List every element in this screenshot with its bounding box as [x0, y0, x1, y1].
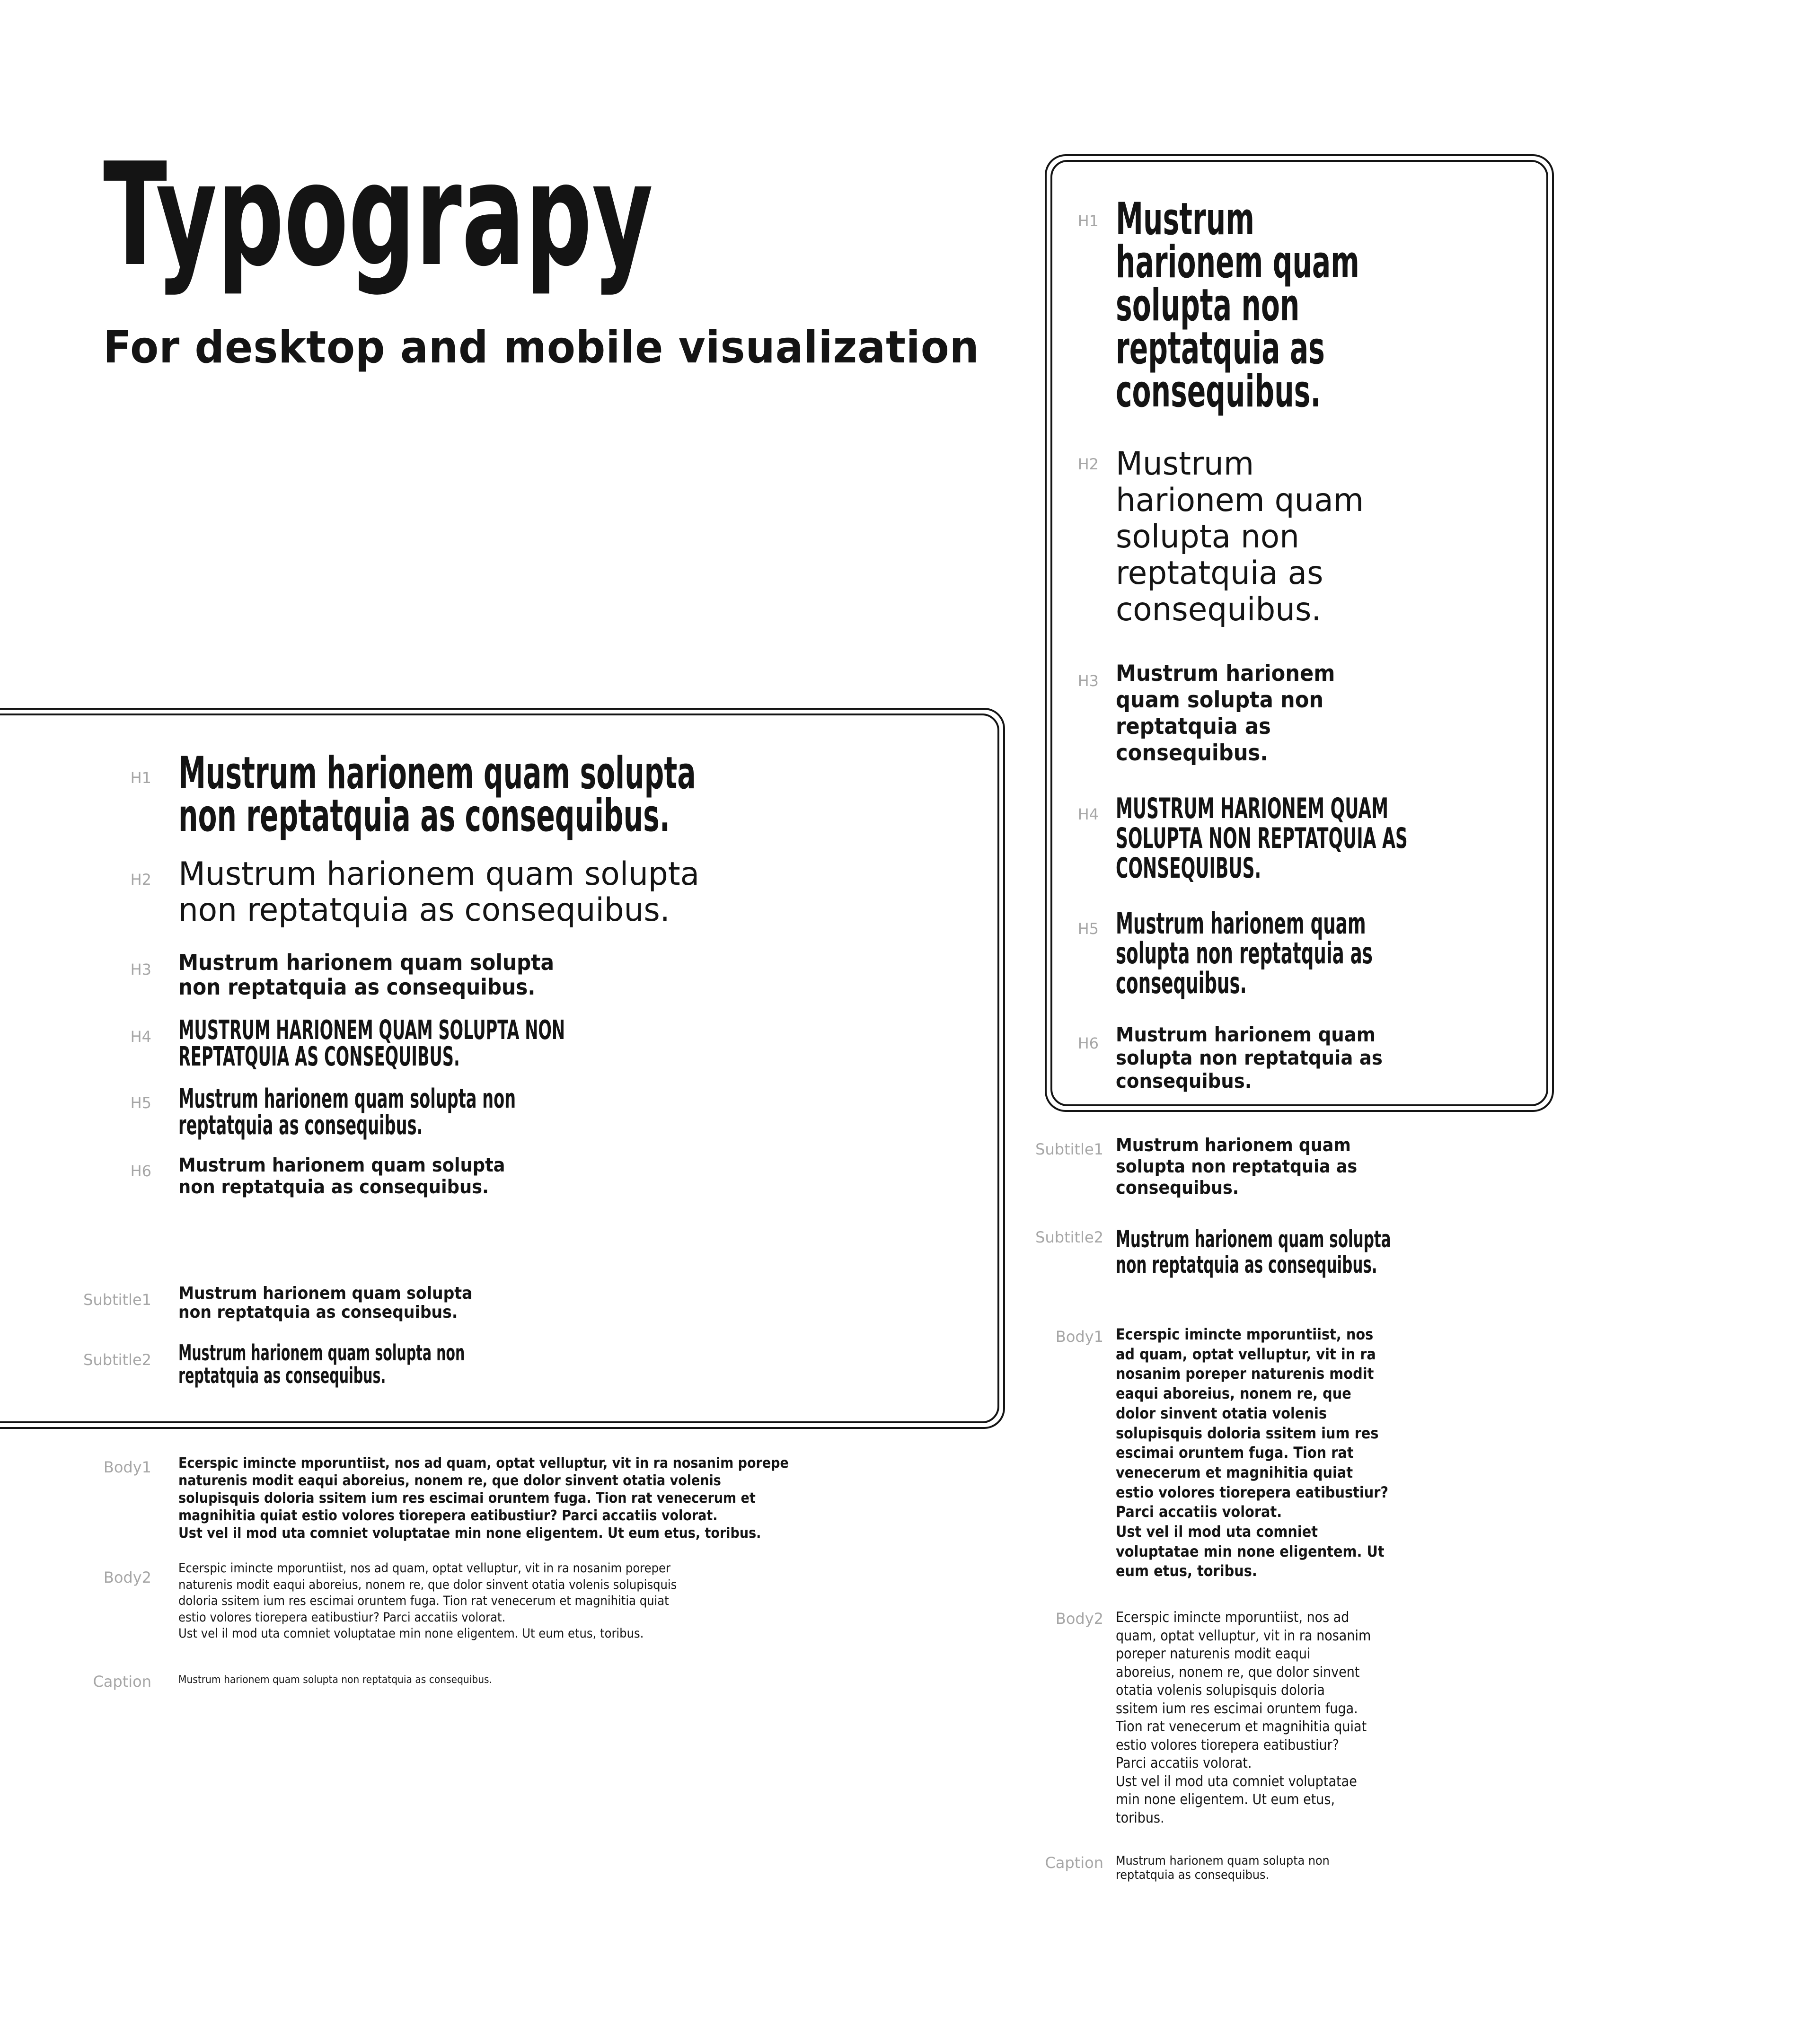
desktop-h5-line: reptatquia as consequibus.: [178, 1110, 423, 1141]
mobile-body1-line: solupisquis doloria ssitem ium res: [1116, 1424, 1379, 1442]
desktop-body1-line: Ecerspic imincte mporuntiist, nos ad quam, optat velluptur, vit in ra nosanim porepe: [178, 1455, 789, 1471]
mobile-subtitle1-label: Subtitle1: [1035, 1140, 1103, 1158]
mobile-h6-text: [1116, 1023, 1383, 1092]
mobile-h2-line: reptatquia as: [1116, 555, 1323, 592]
desktop-body2-line: naturenis modit eaqui aboreius, nonem re, que dolor sinvent otatia volenis solupisquis: [178, 1577, 677, 1592]
mobile-h4-line: SOLUPTA NON REPTATQUIA AS: [1116, 822, 1408, 855]
mobile-h3-line: quam solupta non: [1116, 687, 1324, 713]
mobile-body1-line: eaqui aboreius, nonem re, que: [1116, 1384, 1351, 1403]
desktop-h6-line: Mustrum harionem quam solupta: [178, 1154, 505, 1176]
mobile-h3-line: reptatquia as: [1116, 714, 1271, 740]
desktop-subtitle2-line: Mustrum harionem quam solupta non: [178, 1340, 465, 1366]
mobile-subtitle1-line: consequibus.: [1116, 1177, 1239, 1198]
mobile-h1-line: Mustrum: [1116, 194, 1254, 245]
mobile-caption-line: Mustrum harionem quam solupta non: [1116, 1854, 1330, 1868]
mobile-h6-line: Mustrum harionem quam: [1116, 1023, 1376, 1046]
desktop-h4-label: H4: [130, 1028, 151, 1046]
page-subtitle: For desktop and mobile visualization: [103, 322, 979, 373]
mobile-body1-line: dolor sinvent otatia volenis: [1116, 1404, 1327, 1422]
mobile-h3-label: H3: [1077, 672, 1099, 690]
desktop-h4-line: MUSTRUM HARIONEM QUAM SOLUPTA NON: [178, 1015, 565, 1046]
desktop-h2-label: H2: [130, 871, 151, 889]
mobile-h6-line: solupta non reptatquia as: [1116, 1046, 1383, 1069]
desktop-h1-line: non reptatquia as consequibus.: [178, 790, 670, 842]
desktop-h5-line: Mustrum harionem quam solupta non: [178, 1084, 516, 1114]
desktop-body1-line: Ust vel il mod uta comniet voluptatae min none eligentem. Ut eum etus, toribus.: [178, 1525, 761, 1542]
desktop-h2-line: Mustrum harionem quam solupta: [178, 855, 700, 893]
desktop-subtitle2-text: [178, 1341, 465, 1387]
mobile-h6-label: H6: [1077, 1034, 1099, 1052]
mobile-h6-line: consequibus.: [1116, 1069, 1252, 1092]
mobile-body2-line: quam, optat velluptur, vit in ra nosanim: [1116, 1627, 1371, 1644]
mobile-h1-line: harionem quam: [1116, 237, 1359, 288]
desktop-h5-label: H5: [130, 1094, 151, 1112]
mobile-h2-line: harionem quam: [1116, 482, 1364, 519]
mobile-body1-line: venecerum et magnihitia quiat: [1116, 1463, 1353, 1481]
mobile-h5-line: solupta non reptatquia as: [1116, 936, 1373, 970]
mobile-body1-line: eum etus, toribus.: [1116, 1562, 1257, 1580]
mobile-body1-line: voluptatae min none eligentem. Ut: [1116, 1542, 1385, 1560]
desktop-h3-line: Mustrum harionem quam solupta: [178, 950, 555, 975]
desktop-subtitle2-line: reptatquia as consequibus.: [178, 1363, 386, 1388]
page-title: Typograpy: [103, 132, 653, 298]
desktop-body1-line: naturenis modit eaqui aboreius, nonem re, que dolor sinvent otatia volenis: [178, 1472, 721, 1489]
desktop-body2-line: Ecerspic imincte mporuntiist, nos ad quam, optat velluptur, vit in ra nosanim poreper: [178, 1561, 670, 1576]
mobile-h3-line: consequibus.: [1116, 740, 1268, 766]
mobile-h2-label: H2: [1077, 455, 1099, 473]
mobile-body1-line: nosanim poreper naturenis modit: [1116, 1365, 1374, 1383]
desktop-h6-label: H6: [130, 1162, 151, 1180]
mobile-body2-line: otatia volenis solupisquis doloria: [1116, 1682, 1325, 1699]
desktop-body2-label: Body2: [103, 1568, 151, 1586]
desktop-h5-text: [178, 1086, 516, 1139]
mobile-subtitle1-line: Mustrum harionem quam: [1116, 1135, 1351, 1155]
mobile-h4-label: H4: [1077, 805, 1099, 823]
mobile-h1-line: reptatquia as: [1116, 323, 1325, 374]
mobile-h4-line: MUSTRUM HARIONEM QUAM: [1116, 792, 1389, 825]
mobile-h4-line: CONSEQUIBUS.: [1116, 852, 1261, 885]
mobile-h4-text: [1116, 794, 1408, 883]
mobile-body1-line: Ust vel il mod uta comniet: [1116, 1523, 1318, 1541]
mobile-h3-text: [1116, 661, 1335, 766]
desktop-h1-line: Mustrum harionem quam solupta: [178, 748, 696, 799]
mobile-body2-line: Ust vel il mod uta comniet voluptatae: [1116, 1773, 1357, 1790]
mobile-caption-line: reptatquia as consequibus.: [1116, 1868, 1270, 1882]
mobile-body2-line: min none eligentem. Ut eum etus,: [1116, 1791, 1335, 1808]
mobile-h2-text: [1116, 446, 1364, 628]
mobile-body2-line: toribus.: [1116, 1809, 1164, 1826]
desktop-h4-line: REPTATQUIA AS CONSEQUIBUS.: [178, 1041, 460, 1072]
desktop-h6-line: non reptatquia as consequibus.: [178, 1176, 489, 1198]
mobile-h1-text: [1116, 194, 1359, 417]
desktop-body2-text: [178, 1560, 677, 1642]
mobile-subtitle1-line: solupta non reptatquia as: [1116, 1156, 1358, 1177]
desktop-subtitle1-label: Subtitle1: [83, 1291, 151, 1309]
mobile-body2-line: ssitem ium res escimai oruntem fuga.: [1116, 1700, 1358, 1717]
desktop-h2-line: non reptatquia as consequibus.: [178, 891, 670, 929]
mobile-h5-label: H5: [1077, 920, 1099, 938]
mobile-body1-line: ad quam, optat velluptur, vit in ra: [1116, 1345, 1376, 1363]
desktop-h4-text: [178, 1017, 565, 1070]
mobile-body2-line: aboreius, nonem re, que dolor sinvent: [1116, 1664, 1360, 1681]
mobile-body1-label: Body1: [1055, 1328, 1103, 1346]
mobile-body1-line: Ecerspic imincte mporuntiist, nos: [1116, 1325, 1374, 1343]
desktop-h1-label: H1: [130, 769, 151, 787]
desktop-h3-text: [178, 950, 554, 999]
desktop-body1-line: magnihitia quiat estio volores tiorepera eatibustiur? Parci accatiis volorat.: [178, 1507, 718, 1524]
mobile-caption-text: [1116, 1854, 1330, 1882]
desktop-subtitle1-line: non reptatquia as consequibus.: [178, 1303, 458, 1322]
mobile-subtitle1-text: [1116, 1135, 1357, 1198]
mobile-body2-line: estio volores tiorepera eatibustiur?: [1116, 1736, 1340, 1753]
mobile-subtitle2-line: non reptatquia as consequibus.: [1116, 1251, 1377, 1278]
mobile-h1-line: solupta non: [1116, 280, 1300, 331]
mobile-h1-line: consequibus.: [1116, 366, 1321, 417]
mobile-h1-label: H1: [1077, 212, 1099, 230]
desktop-h6-text: [178, 1154, 505, 1198]
desktop-subtitle1-text: [178, 1284, 472, 1322]
desktop-subtitle2-label: Subtitle2: [83, 1351, 151, 1369]
mobile-body2-line: poreper naturenis modit eaqui: [1116, 1646, 1311, 1662]
desktop-body1-label: Body1: [103, 1458, 151, 1476]
mobile-body2-line: Tion rat venecerum et magnihitia quiat: [1116, 1718, 1367, 1735]
mobile-body2-text: [1116, 1609, 1371, 1827]
mobile-h2-line: solupta non: [1116, 518, 1299, 555]
desktop-body2-line: estio volores tiorepera eatibustiur? Parci accatiis volorat.: [178, 1610, 506, 1625]
desktop-body2-line: doloria ssitem ium res escimai oruntem fuga. Tion rat venecerum et magnihitia quiat: [178, 1594, 669, 1608]
mobile-h5-line: consequibus.: [1116, 966, 1247, 1000]
mobile-subtitle2-text: [1116, 1226, 1391, 1278]
desktop-caption-line: Mustrum harionem quam solupta non reptatquia as consequibus.: [178, 1674, 493, 1686]
mobile-body2-line: Ecerspic imincte mporuntiist, nos ad: [1116, 1609, 1350, 1626]
mobile-h5-text: [1116, 908, 1373, 998]
mobile-body2-line: Parci accatiis volorat.: [1116, 1755, 1252, 1771]
desktop-body2-line: Ust vel il mod uta comniet voluptatae min none eligentem. Ut eum etus, toribus.: [178, 1626, 644, 1641]
mobile-subtitle2-line: Mustrum harionem quam solupta: [1116, 1225, 1391, 1253]
mobile-subtitle2-label: Subtitle2: [1035, 1228, 1103, 1246]
mobile-body1-line: estio volores tiorepera eatibustiur?: [1116, 1483, 1389, 1501]
desktop-caption-label: Caption: [93, 1673, 151, 1691]
desktop-h2-text: [178, 856, 699, 928]
mobile-body1-line: escimai oruntem fuga. Tion rat: [1116, 1444, 1354, 1462]
desktop-body1-text: [178, 1454, 789, 1542]
desktop-h1-text: [178, 748, 696, 842]
desktop-subtitle1-line: Mustrum harionem quam solupta: [178, 1284, 473, 1303]
mobile-h2-line: consequibus.: [1116, 591, 1322, 628]
desktop-h3-label: H3: [130, 960, 151, 978]
mobile-body1-line: Parci accatiis volorat.: [1116, 1503, 1282, 1521]
mobile-body2-label: Body2: [1055, 1610, 1103, 1628]
mobile-body1-text: [1116, 1325, 1388, 1581]
desktop-h3-line: non reptatquia as consequibus.: [178, 974, 536, 1000]
mobile-h5-line: Mustrum harionem quam: [1116, 906, 1366, 941]
mobile-h3-line: Mustrum harionem: [1116, 661, 1335, 687]
desktop-body1-line: solupisquis doloria ssitem ium res escimai oruntem fuga. Tion rat venecerum et: [178, 1490, 756, 1507]
desktop-caption-text: [178, 1674, 492, 1686]
mobile-caption-label: Caption: [1045, 1854, 1103, 1872]
mobile-h2-line: Mustrum: [1116, 445, 1254, 483]
